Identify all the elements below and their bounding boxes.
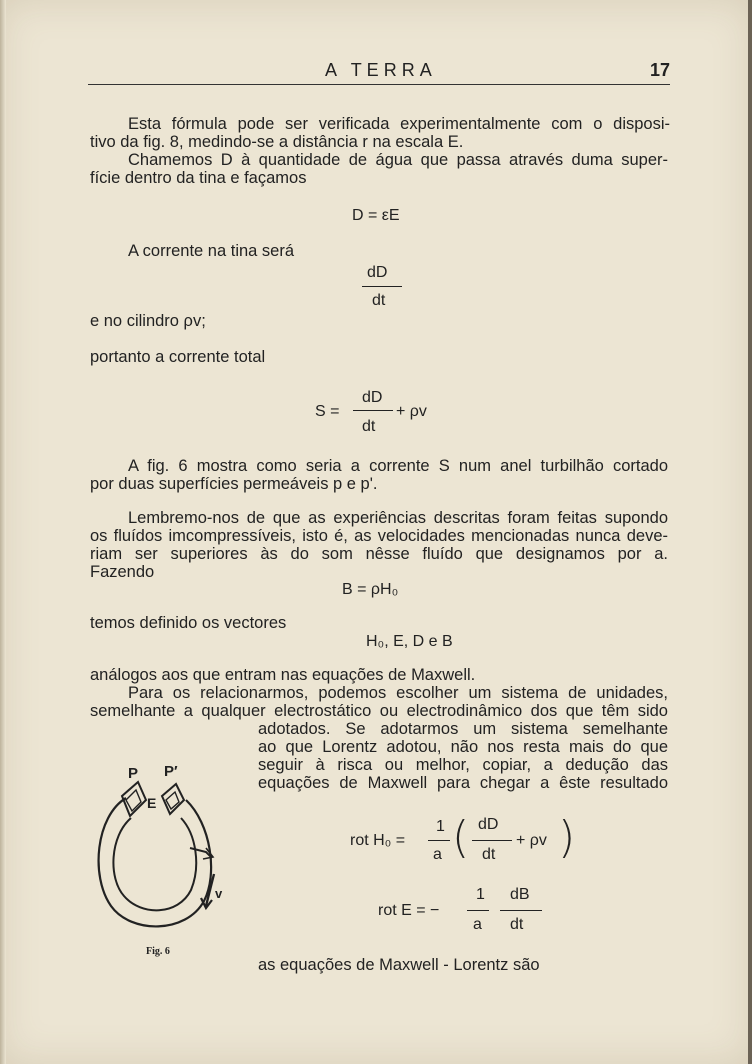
text-line: adotados. Se adotarmos um sistema semelhante (258, 720, 668, 738)
equation-s-rest: + ρv (396, 403, 427, 420)
equation-rot-e-lhs: rot E = − (378, 902, 440, 919)
fraction-bar (428, 840, 450, 841)
text-line: Esta fórmula pode ser verificada experimentalmente com o disposi- (128, 115, 670, 133)
left-parenthesis: ( (452, 812, 470, 863)
equation-rot-h0-rest: + ρv (516, 832, 547, 849)
text-line: temos definido os vectores (90, 614, 287, 632)
equation-rot-h0-lhs: rot H₀ = (350, 832, 406, 849)
fraction-numerator: dD (478, 816, 499, 833)
page-number: 17 (650, 60, 671, 80)
header-rule (88, 84, 670, 85)
fraction-denominator: dt (362, 418, 376, 435)
text-line: Para os relacionarmos, podemos escolher um sistema de unidades, (128, 684, 668, 702)
text-line: tivo da fig. 8, medindo-se a distância r na escala E. (90, 133, 464, 151)
page-gutter-shadow (0, 0, 6, 1064)
text-line: Chamemos D à quantidade de água que passa através duma super- (128, 151, 668, 169)
figure-6 (86, 756, 236, 956)
label-p-prime: P′ (164, 763, 178, 780)
equation-d-equals-epsilon-e: D = εE (352, 207, 400, 224)
text-line: riam ser superiores às do som nêsse fluído que designamos por a. (90, 545, 668, 563)
fraction-denominator: dt (510, 916, 524, 933)
fraction-numerator: dD (367, 264, 388, 281)
coefficient-denominator: a (473, 916, 482, 933)
fraction-bar (500, 910, 542, 911)
right-parenthesis: ) (558, 812, 576, 863)
label-e: E (147, 795, 157, 811)
fraction-numerator: dD (362, 389, 383, 406)
text-line: análogos aos que entram nas equações de Maxwell. (90, 666, 476, 684)
text-line: semelhante a qualquer electrostático ou electrodinâmico dos que têm sido (90, 702, 668, 720)
text-line: ao que Lorentz adotou, não nos resta mais do que (258, 738, 668, 756)
equation-b-equals-rho-h0: B = ρH₀ (342, 581, 399, 598)
running-header-title: A TERRA (325, 60, 437, 80)
fraction-numerator: dB (510, 886, 530, 903)
label-p: P (128, 765, 139, 782)
text-line: os fluídos imcompressíveis, isto é, as velocidades mencionadas nunca deve- (90, 527, 668, 545)
fraction-bar (472, 840, 512, 841)
figure-caption: Fig. 6 (146, 946, 170, 957)
coefficient-numerator: 1 (476, 886, 485, 903)
vectors-list: H₀, E, D e B (366, 633, 453, 650)
fraction-bar (353, 410, 393, 411)
text-line: Lembremo-nos de que as experiências descritas foram feitas supondo (128, 509, 668, 527)
text-line: A corrente na tina será (128, 242, 295, 260)
fraction-bar (362, 286, 402, 287)
fraction-bar (467, 910, 489, 911)
page-edge (748, 0, 752, 1064)
fraction-denominator: dt (372, 292, 386, 309)
label-v: v (215, 886, 223, 901)
text-line: A fig. 6 mostra como seria a corrente S num anel turbilhão cortado (128, 457, 668, 475)
text-line: portanto a corrente total (90, 348, 266, 366)
coefficient-denominator: a (433, 846, 442, 863)
fraction-denominator: dt (482, 846, 496, 863)
coefficient-numerator: 1 (436, 818, 445, 835)
equation-s-lhs: S = (315, 403, 340, 420)
text-line: equações de Maxwell para chegar a êste resultado (258, 774, 668, 792)
ring-vortex-diagram (86, 756, 236, 956)
text-line: Fazendo (90, 563, 155, 581)
text-line: as equações de Maxwell - Lorentz são (258, 956, 540, 974)
text-line: seguir à risca ou melhor, copiar, a dedução das (258, 756, 668, 774)
text-line: por duas superfícies permeáveis p e p'. (90, 475, 378, 493)
text-line: e no cilindro ρv; (90, 312, 206, 330)
text-line: fície dentro da tina e façamos (90, 169, 307, 187)
